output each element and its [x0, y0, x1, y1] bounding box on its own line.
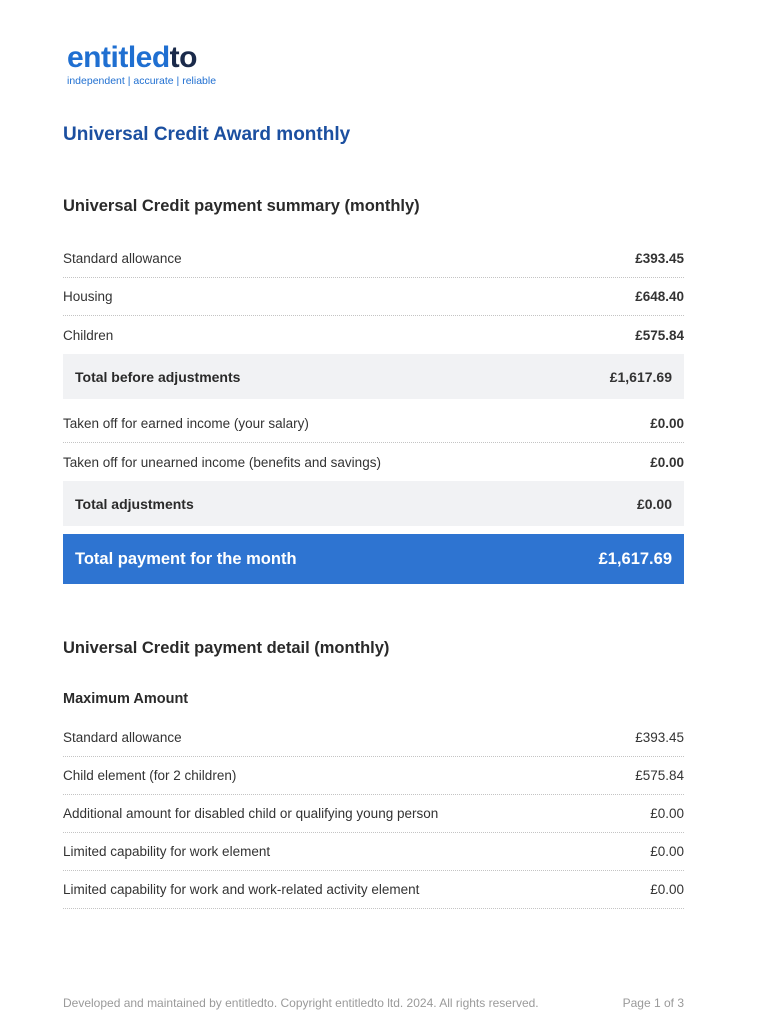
row-label: Total before adjustments — [75, 368, 241, 385]
row-label: Taken off for unearned income (benefits and savings) — [63, 454, 381, 470]
detail-row-lcw — [63, 833, 684, 871]
row-label: Standard allowance — [63, 251, 182, 266]
row-amount: £648.40 — [635, 289, 684, 304]
detail-row-child-element — [63, 757, 684, 795]
summary-table — [63, 240, 684, 584]
maximum-amount-heading: Maximum Amount — [63, 691, 189, 707]
grand-total-row — [63, 534, 684, 584]
logo-word-part1: entitled — [67, 41, 170, 74]
row-amount: £1,617.69 — [598, 549, 672, 568]
entitledto-logo — [67, 42, 216, 87]
adjustment-row-unearned-income — [63, 443, 684, 481]
row-label: Limited capability for work element — [63, 844, 271, 859]
adjustment-row-earned-income — [63, 405, 684, 443]
row-amount: £575.84 — [635, 768, 684, 783]
row-label: Housing — [63, 289, 113, 304]
summary-row-housing — [63, 278, 684, 316]
page-number: Page 1 of 3 — [622, 996, 684, 1010]
logo-wordmark — [67, 42, 216, 74]
total-adjustments-row — [63, 481, 684, 526]
row-amount: £393.45 — [635, 251, 684, 266]
page-title: Universal Credit Award monthly — [63, 124, 351, 145]
logo-word-part2: to — [169, 41, 197, 74]
detail-table — [63, 719, 684, 909]
row-amount: £0.00 — [650, 844, 684, 859]
row-amount: £575.84 — [635, 327, 684, 343]
row-amount: £0.00 — [650, 416, 684, 431]
row-amount: £0.00 — [650, 882, 684, 897]
summary-row-standard-allowance — [63, 240, 684, 278]
summary-heading: Universal Credit payment summary (monthly) — [63, 197, 420, 215]
summary-row-children — [63, 316, 684, 354]
detail-row-standard-allowance — [63, 719, 684, 757]
detail-row-disabled-child — [63, 795, 684, 833]
row-amount: £1,617.69 — [609, 368, 672, 385]
logo-tagline: independent | accurate | reliable — [67, 75, 217, 87]
row-label: Additional amount for disabled child or qualifying young person — [63, 806, 439, 821]
row-label: Total adjustments — [75, 495, 194, 512]
detail-heading: Universal Credit payment detail (monthly) — [63, 639, 390, 657]
total-before-adjustments-row — [63, 354, 684, 399]
row-label: Standard allowance — [63, 730, 182, 745]
row-label: Child element (for 2 children) — [63, 768, 237, 783]
row-amount: £0.00 — [636, 495, 672, 512]
page-footer — [63, 996, 684, 1010]
row-label: Limited capability for work and work-related activity element — [63, 882, 420, 897]
footer-copyright: Developed and maintained by entitledto. Copyright entitledto ltd. 2024. All rights reserved. — [63, 996, 539, 1010]
row-label: Total payment for the month — [75, 549, 297, 568]
detail-row-lcwra — [63, 871, 684, 909]
row-label: Taken off for earned income (your salary) — [63, 416, 309, 431]
row-label: Children — [63, 327, 114, 343]
row-amount: £393.45 — [635, 730, 684, 745]
row-amount: £0.00 — [650, 454, 684, 470]
row-amount: £0.00 — [650, 806, 684, 821]
